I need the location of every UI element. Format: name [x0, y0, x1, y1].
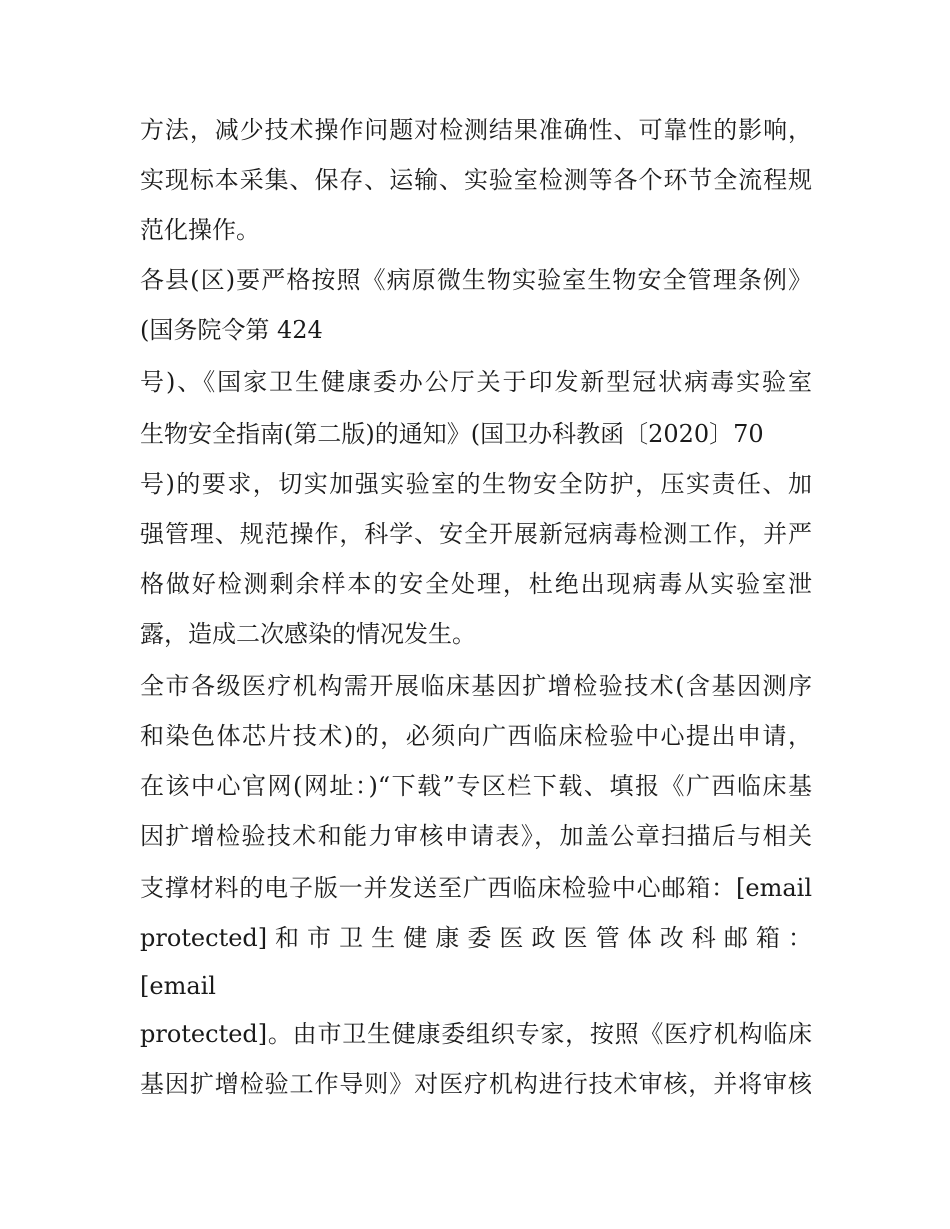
body-text-line: protected] 和 市 卫 生 健 康 委 医 政 医 管 体 改 科 邮 箱 ： — [140, 924, 812, 952]
body-text-line: protected]。由市卫生健康委组织专家，按照《医疗机构临床 — [140, 1020, 812, 1048]
body-text-line: 格做好检测剩余样本的安全处理，杜绝出现病毒从实验室泄 — [140, 570, 812, 598]
body-text-line: 各县(区)要严格按照《病原微生物实验室生物安全管理条例》 — [140, 266, 812, 294]
body-text-line: 方法，减少技术操作问题对检测结果准确性、可靠性的影响， — [140, 116, 812, 144]
body-text-line: 号)的要求，切实加强实验室的生物安全防护，压实责任、加 — [140, 470, 812, 498]
body-text-line: 号)、《国家卫生健康委办公厅关于印发新型冠状病毒实验室 — [140, 368, 812, 396]
body-text-line: 强管理、规范操作，科学、安全开展新冠病毒检测工作，并严 — [140, 520, 812, 548]
body-text-line: 实现标本采集、保存、运输、实验室检测等各个环节全流程规 — [140, 166, 812, 194]
body-text-line: [email — [140, 972, 216, 1000]
body-text-line: 支撑材料的电子版一并发送至广西临床检验中心邮箱：[email — [140, 874, 812, 902]
body-text-line: 生物安全指南(第二版)的通知》(国卫办科教函〔2020〕70 — [140, 420, 764, 448]
body-text-line: 基因扩增检验工作导则》对医疗机构进行技术审核，并将审核 — [140, 1070, 812, 1098]
body-text-line: 因扩增检验技术和能力审核申请表》，加盖公章扫描后与相关 — [140, 822, 812, 850]
body-text-line: (国务院令第 424 — [140, 316, 323, 344]
body-text-line: 全市各级医疗机构需开展临床基因扩增检验技术(含基因测序 — [140, 672, 812, 700]
body-text-line: 在该中心官网(网址：)“下载”专区栏下载、填报《广西临床基 — [140, 772, 812, 800]
body-text-line: 范化操作。 — [140, 216, 260, 244]
body-text-line: 露，造成二次感染的情况发生。 — [140, 620, 476, 648]
body-text-line: 和染色体芯片技术)的，必须向广西临床检验中心提出申请， — [140, 722, 812, 750]
